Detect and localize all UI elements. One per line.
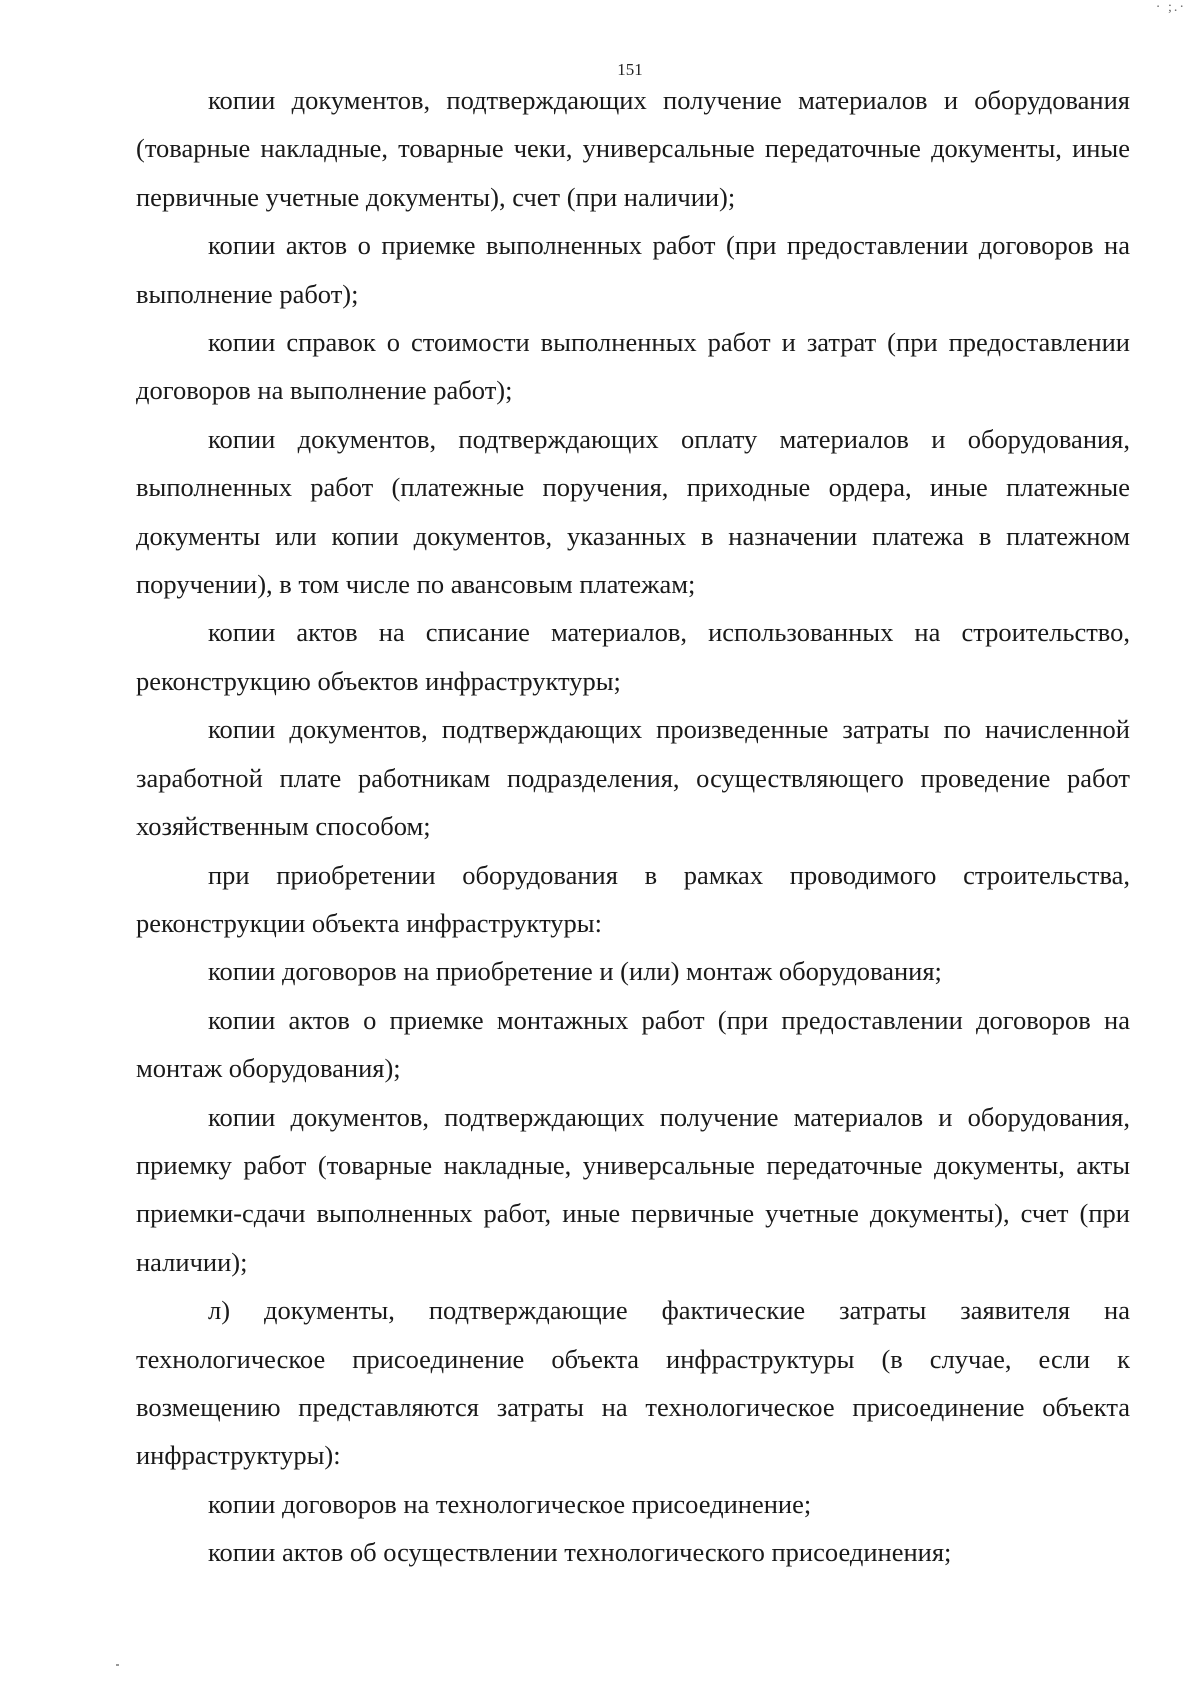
paragraph: копии документов, подтверждающих оплату материалов и оборудования, выполненных работ (платежные поручения, приходные ордера, иные платежные документы или копии документов, указанных в назначении платежа в платежном поручении), в том числе по авансовым платежам; [136, 423, 1130, 600]
page-number: 151 [617, 60, 643, 79]
paragraph: копии актов об осуществлении технологического присоединения; [208, 1537, 952, 1568]
paragraph: копии справок о стоимости выполненных работ и затрат (при предоставлении договоров на выполнение работ); [136, 327, 1130, 406]
document-body [136, 76, 1130, 1577]
paragraph: копии документов, подтверждающих получение материалов и оборудования (товарные накладные, товарные чеки, универсальные передаточные документы, иные первичные учетные документы), счет (при наличии); [136, 85, 1130, 212]
paragraph: копии актов о приемке выполненных работ (при предоставлении договоров на выполнение работ); [136, 230, 1130, 309]
paragraph: копии документов, подтверждающих произведенные затраты по начисленной заработной плате работникам подразделения, осуществляющего проведение работ хозяйственным способом; [136, 714, 1130, 842]
paragraph: копии актов о приемке монтажных работ (при предоставлении договоров на монтаж оборудования); [136, 1004, 1130, 1084]
scan-corner-mark: · ;.· [1155, 0, 1186, 15]
paragraph: копии договоров на технологическое присоединение; [208, 1488, 812, 1519]
paragraph: копии договоров на приобретение и (или) монтаж оборудования; [208, 956, 942, 987]
paragraph: копии документов, подтверждающих получение материалов и оборудования, приемку работ (товарные накладные, универсальные передаточные документы, акты приемки-сдачи выполненных работ, иные первичные учетные документы), счет (при наличии); [136, 1101, 1130, 1277]
paragraph: копии актов на списание материалов, использованных на строительство, реконструкцию объектов инфраструктуры; [136, 617, 1130, 696]
paragraph: при приобретении оборудования в рамках проводимого строительства, реконструкции объекта инфраструктуры: [136, 859, 1130, 938]
scan-speck [116, 1664, 119, 1666]
paragraph: л) документы, подтверждающие фактические затраты заявителя на технологическое присоединение объекта инфраструктуры (в случае, если к возмещению представляются затраты на технологическое присоединение объекта инфраструктуры): [136, 1295, 1130, 1471]
